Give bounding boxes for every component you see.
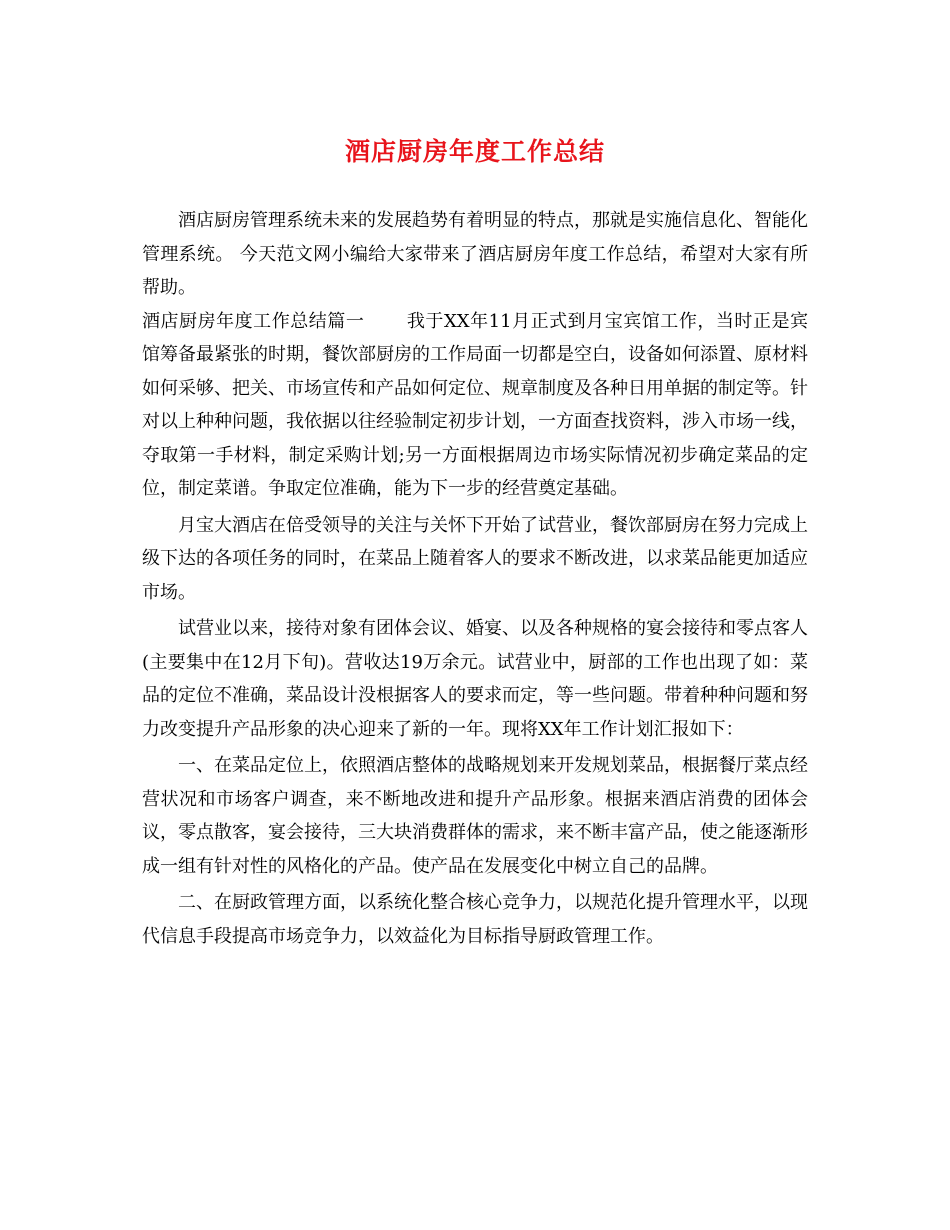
intro-paragraph: 酒店厨房管理系统未来的发展趋势有着明显的特点，那就是实施信息化、智能化管理系统。 今天范文网小编给大家带来了酒店厨房年度工作总结，希望对大家有所帮助。 [142, 210, 808, 298]
document-body [142, 204, 808, 956]
body-paragraph: 月宝大酒店在倍受领导的关注与关怀下开始了试营业，餐饮部厨房在努力完成上级下达的各项任务的同时，在菜品上随着客人的要求不断改进，以求菜品能更加适应市场。 [142, 514, 808, 603]
section-heading: 酒店厨房年度工作总结篇一 [142, 310, 365, 332]
body-paragraph: 试营业以来，接待对象有团体会议、婚宴、以及各种规格的宴会接待和零点客人(主要集中在12月下旬)。营收达19万余元。试营业中，厨部的工作也出现了如：菜品的定位不准确，菜品设计没根据客人的要求而定，等一些问题。带着种种问题和努力改变提升产品形象的决心迎来了新的一年。现将XX年工作计划汇报如下： [142, 618, 808, 740]
section-paragraph-text: 我于XX年11月正式到月宝宾馆工作，当时正是宾馆筹备最紧张的时期，餐饮部厨房的工作局面一切都是空白，设备如何添置、原材料如何采够、把关、市场宣传和产品如何定位、规章制度及各种日用单据的制定等。针对以上种种问题，我依据以往经验制定初步计划，一方面查找资料，涉入市场一线，夺取第一手材料，制定采购计划;另一方面根据周边市场实际情况初步确定菜品的定位，制定菜谱。争取定位准确，能为下一步的经营奠定基础。 [142, 310, 809, 499]
body-paragraph: 一、在菜品定位上，依照酒店整体的战略规划来开发规划菜品，根据餐厅菜点经营状况和市场客户调查，来不断地改进和提升产品形象。根据来酒店消费的团体会议，零点散客，宴会接待，三大块消费群体的需求，来不断丰富产品，使之能逐渐形成一组有针对性的风格化的产品。使产品在发展变化中树立自己的品牌。 [142, 755, 808, 877]
body-paragraph: 二、在厨政管理方面，以系统化整合核心竞争力，以规范化提升管理水平，以现代信息手段提高市场竞争力，以效益化为目标指导厨政管理工作。 [142, 892, 808, 947]
document-title: 酒店厨房年度工作总结 [344, 137, 605, 166]
section-paragraph [142, 305, 808, 506]
